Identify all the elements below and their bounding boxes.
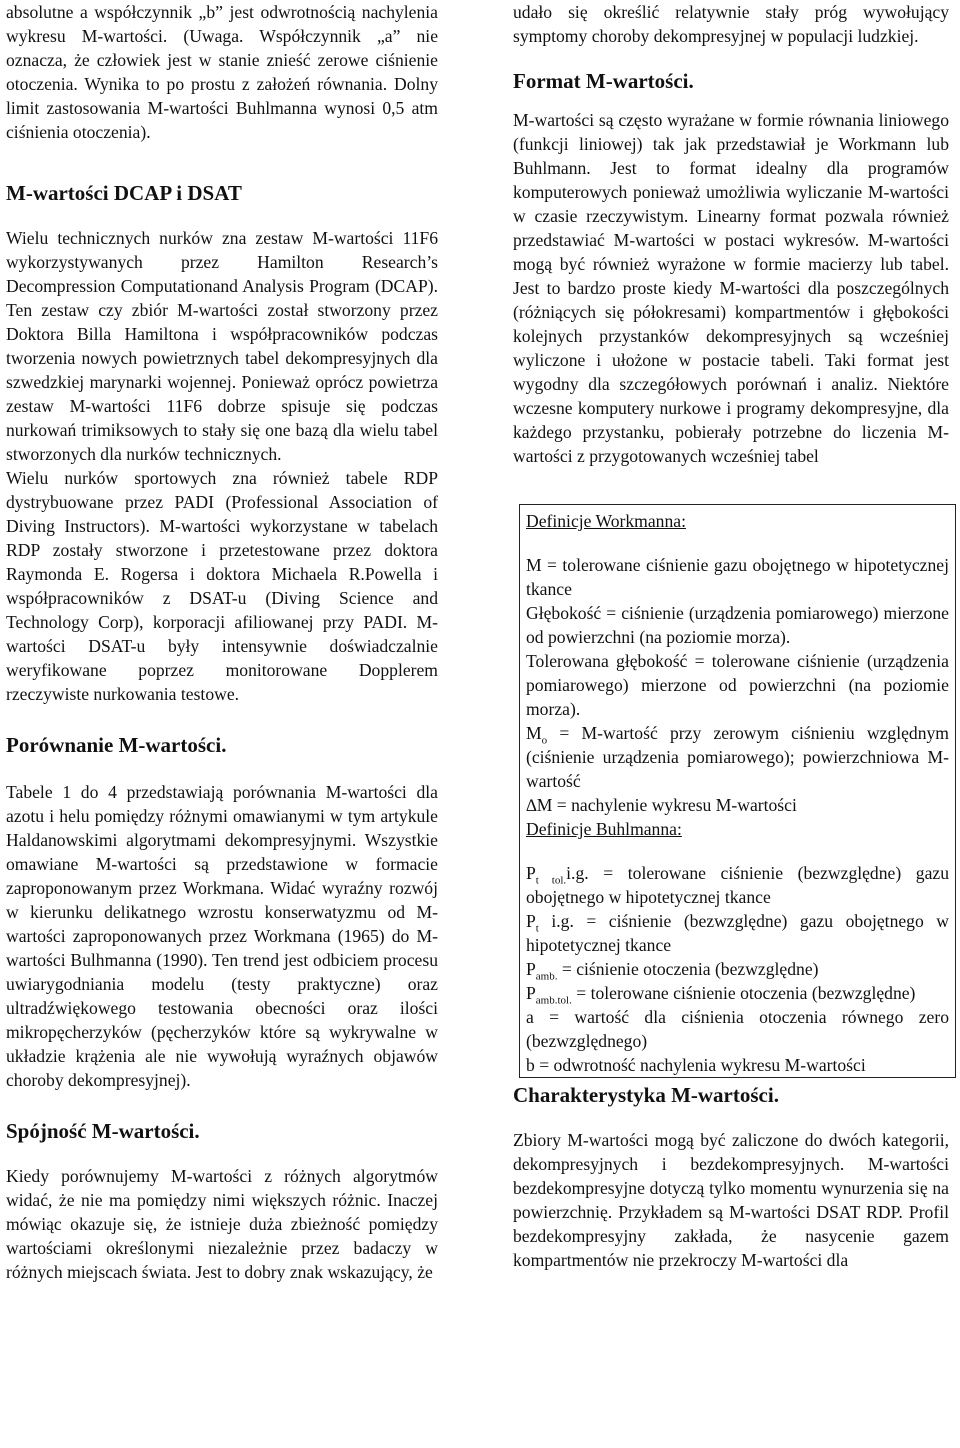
section-heading-comparison: Porównanie M-wartości. (6, 733, 227, 757)
workman-def-tolerated-depth: Tolerowana głębokość = tolerowane ciśnienie (urządzenia pomiarowego) mierzone od powierzchni (na poziomie morza). (526, 651, 949, 719)
definitions-box (519, 504, 956, 1078)
section-heading-format: Format M-wartości. (513, 69, 694, 93)
intro-paragraph: absolutne a współczynnik „b” jest odwrotnością nachylenia wykresu M-wartości. (Uwaga. Współczynnik „a” nie oznacza, że człowiek jest w stanie znieść zerowe ciśnienie otoczenia. Wynika to po prostu z założeń równania. Dolny limit zastosowania M-wartości Buhlmanna wynosi 0,5 atm ciśnienia otoczenia). (6, 2, 438, 142)
buhlmann-def-pt: $P_t$ i.g. = ciśnienie (bezwzględne) gazu obojętnego w hipotetycznej tkance (526, 911, 949, 955)
left-column (6, 0, 438, 1284)
buhlmann-def-pamb: $P_{amb.}$ = ciśnienie otoczenia (bezwzględne) (526, 959, 819, 983)
right-column (513, 0, 949, 1272)
workman-def-depth: Głębokość = ciśnienie (urządzenia pomiarowego) mierzone od powierzchni (na poziomie morza). (526, 603, 949, 647)
format-paragraph: M-wartości są często wyrażane w formie równania liniowego (funkcji liniowej) tak jak przedstawiał je Workmann lub Buhlmann. Jest to format idealny dla programów komputerowych ponieważ umożliwia wyliczanie M-wartości w czasie rzeczywistym. Linearny format pozwala również przedstawiać M-wartości w postaci wykresów. M-wartości mogą być również wyrażone w formie macierzy lub tabel. Jest to bardzo proste kiedy M-wartości dla poszczególnych (różniących się półokresami) kompartmentów i głębokości kolejnych przystanków dekompresyjnych są wcześniej wyliczone i ułożone w postacie tabeli. Taki format jest wygodny dla szczegółowych porównań i analiz. Niektóre wczesne komputery nurkowe i programy dekompresyjne, dla każdego przystanku, pobierały potrzebne do liczenia M-wartości z przygotowanych wcześniej tabel (513, 110, 949, 466)
workman-def-delta-m: ∆M = nachylenie wykresu M-wartości (526, 795, 797, 815)
section-heading-consistency: Spójność M-wartości. (6, 1119, 200, 1143)
consistency-paragraph: Kiedy porównujemy M-wartości z różnych algorytmów widać, że nie ma pomiędzy nimi większych różnic. Inaczej mówiąc okazuje się, że istnieje duża zbieżność pomiędzy wartościami określonymi niezależnie przez badaczy w różnych miejscach świata. Jest to dobry znak wskazujący, że (6, 1166, 438, 1282)
comparison-paragraph: Tabele 1 do 4 przedstawiają porównania M-wartości dla azotu i helu pomiędzy różnymi omawianymi w tym artykule Haldanowskimi algorytmami dekompresyjnymi. Wszystkie omawiane M-wartości są przedstawione w formacie zaproponowanym przez Workmana. Widać wyraźny rozwój w kierunku delikatnego wzrostu konserwatyzmu od M-wartości zaproponowanych przez Workmana (1965) do M-wartości Bulhmanna (1990). Ten trend jest odbiciem procesu uwiarygodniania modelu (testy praktyczne) oraz ultradźwiękowego testowania obecności oraz ilości mikropęcherzyków (pęcherzyków które są wykrywalne w układzie krążenia ale nie wywołują wyraźnych objawów choroby dekompresyjnej). (6, 782, 438, 1090)
buhlmann-def-pamb-tol: $P_{amb.tol.}$ = tolerowane ciśnienie otoczenia (bezwzględne) (526, 983, 916, 1007)
section-heading-characteristics: Charakterystyka M-wartości. (513, 1083, 779, 1107)
dcap-paragraph-2: Wielu nurków sportowych zna również tabele RDP dystrybuowane przez PADI (Professional Association of Diving Instructors). M-wartości wykorzystane w tabelach RDP zostały stworzone i przetestowane przez doktora Raymonda E. Rogersa i doktora Michaela R.Powella i współpracowników z DSAT-u (Diving Science and Technology Corp), korporacji afiliowanej przy PADI. M-wartości DSAT-u były intensywnie doświadczalnie weryfikowane poprzez monitorowane Dopplerem rzeczywiste nurkowania testowe. (6, 468, 438, 704)
section-heading-dcap-dsat: M-wartości DCAP i DSAT (6, 181, 242, 205)
continuation-paragraph: udało się określić relatywnie stały próg wywołujący symptomy choroby dekompresyjnej w populacji ludzkiej. (513, 2, 949, 46)
workman-definitions-title: Definicje Workmanna: (526, 511, 686, 531)
buhlmann-def-a: a = wartość dla ciśnienia otoczenia równego zero (bezwzględnego) (526, 1007, 949, 1051)
buhlmann-def-b: b = odwrotność nachylenia wykresu M-wartości (526, 1055, 866, 1075)
buhlmann-definitions-title: Definicje Buhlmanna: (526, 819, 682, 839)
characteristics-paragraph: Zbiory M-wartości mogą być zaliczone do dwóch kategorii, dekompresyjnych i bezdekompresyjnych. M-wartości bezdekompresyjne dotyczą tylko momentu wynurzenia się na powierzchnię. Przykładem są M-wartości DSAT RDP. Profil bezdekompresyjny zakłada, że nasycenie gazem kompartmentów nie przekroczy M-wartości dla (513, 1130, 949, 1270)
workman-def-m: M = tolerowane ciśnienie gazu obojętnego w hipotetycznej tkance (526, 555, 949, 599)
workman-def-mo: $M_o$ = M-wartość przy zerowym ciśnieniu względnym (ciśnienie urządzenia pomiarowego); powierzchniowa M-wartość (526, 723, 949, 791)
buhlmann-def-pt-tol: $P_{t tol.}i.g$. = tolerowane ciśnienie (bezwzględne) gazu obojętnego w hipotetycznej tkance (526, 863, 950, 907)
dcap-paragraph-1: Wielu technicznych nurków zna zestaw M-wartości 11F6 wykorzystywanych przez Hamilton Research’s Decompression Computationand Analysis Program (DCAP). Ten zestaw czy zbiór M-wartości został stworzony przez Doktora Billa Hamiltona i współpracowników podczas tworzenia nowych powietrznych tabel dekompresyjnych dla szwedzkiej marynarki wojennej. Ponieważ oprócz powietrza zestaw M-wartości 11F6 dobrze spisuje się podczas nurkowań trimiksowych to stały się one bazą dla wielu tabel stworzonych dla nurków technicznych. (6, 228, 438, 464)
